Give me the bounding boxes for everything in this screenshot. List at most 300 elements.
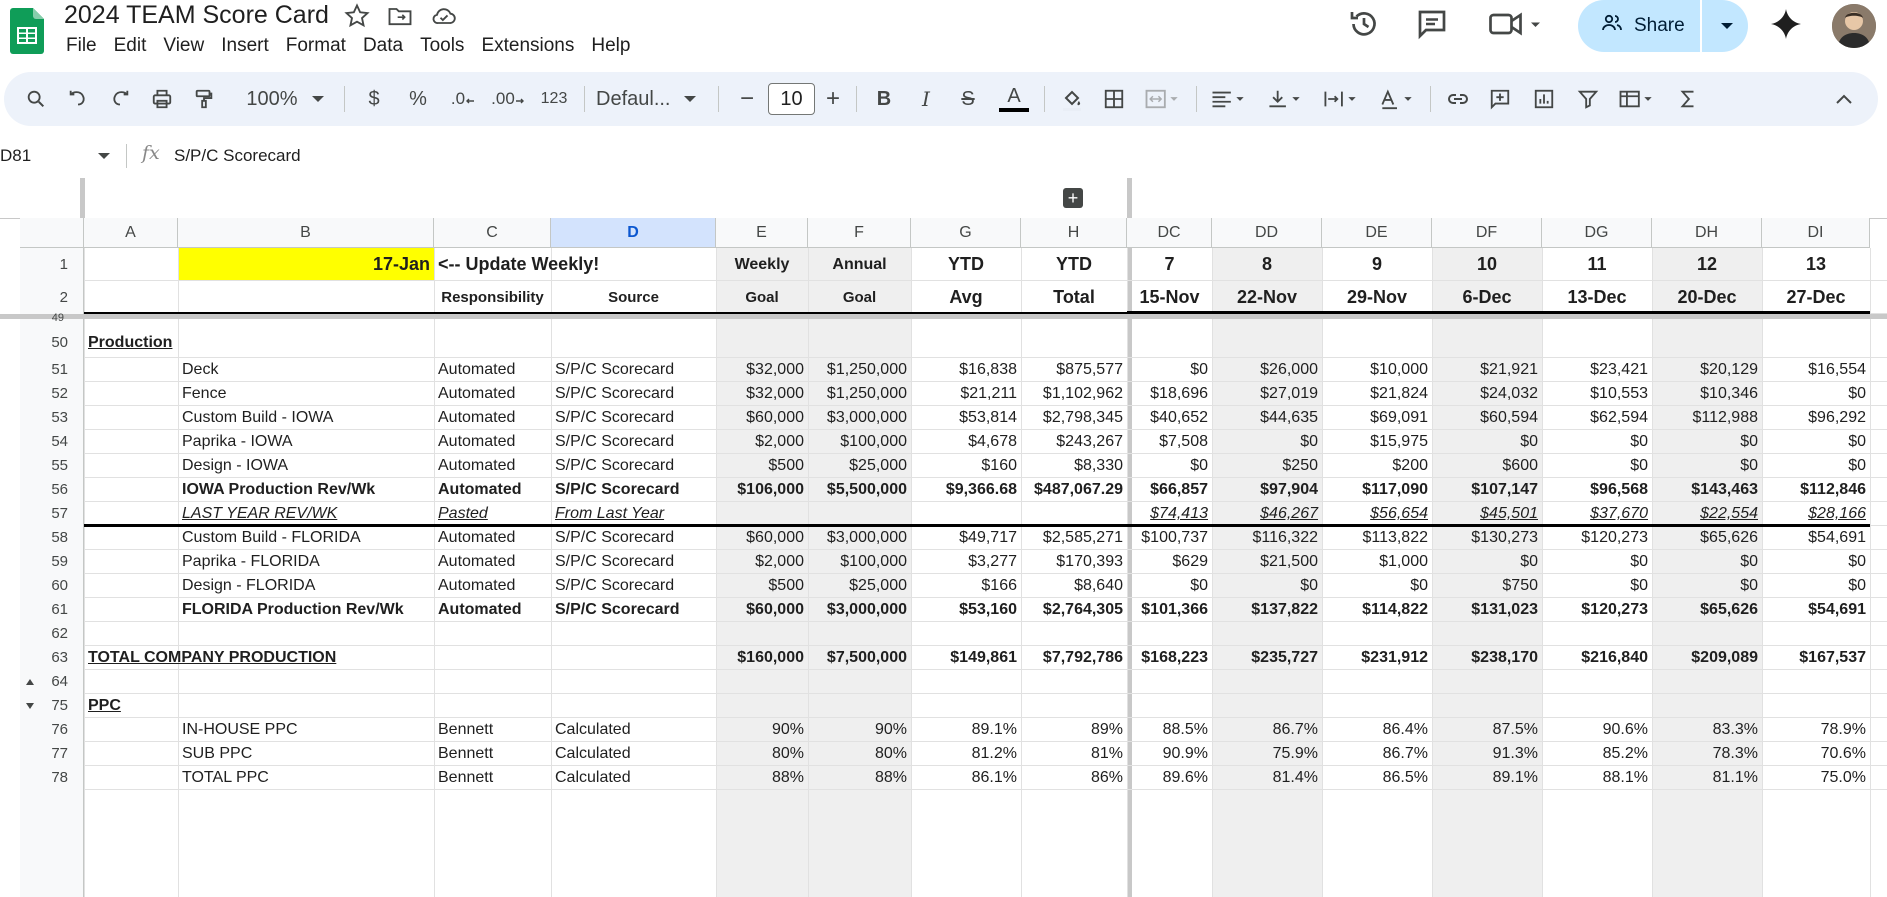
cell-f60: $25,000	[849, 577, 907, 594]
cell-d52: S/P/C Scorecard	[555, 385, 675, 402]
toolbar	[4, 72, 1878, 126]
cell-dd60: $0	[1300, 577, 1318, 594]
spreadsheet-grid[interactable]	[0, 178, 1887, 897]
column-header-dh[interactable]: DH	[1652, 218, 1762, 248]
cell-dd58: $116,322	[1252, 529, 1318, 546]
column-header-d[interactable]: D	[551, 218, 716, 248]
collapse-menu-icon[interactable]	[1826, 72, 1862, 126]
cell-h1: YTD	[1056, 254, 1092, 274]
cell-df77: 91.3%	[1492, 745, 1538, 762]
cell-dg59: $0	[1630, 553, 1648, 570]
cell-f78: 88%	[874, 769, 907, 786]
cell-df58: $130,273	[1471, 529, 1538, 546]
row-number[interactable]: 59	[51, 553, 68, 570]
cell-e52: $32,000	[746, 385, 804, 402]
gemini-sparkle-icon[interactable]	[1768, 6, 1804, 42]
cell-g56: $9,366.68	[945, 481, 1017, 498]
cell-e51: $32,000	[746, 361, 804, 378]
cell-dg63: $216,840	[1581, 649, 1648, 666]
cell-dc2: 15-Nov	[1139, 287, 1200, 307]
cell-di1: 13	[1805, 254, 1827, 274]
cell-dh1: 12	[1696, 254, 1718, 274]
cell-h54: $243,267	[1056, 433, 1123, 450]
cell-b52: Fence	[182, 385, 227, 402]
cell-dd51: $26,000	[1260, 361, 1318, 378]
cell-df57: $45,501	[1480, 505, 1538, 522]
cell-e60: $500	[768, 577, 804, 594]
menu-bar	[66, 32, 647, 60]
cell-b54: Paprika - IOWA	[182, 433, 293, 450]
cell-dh55: $0	[1740, 457, 1758, 474]
cell-dc1: 7	[1164, 254, 1175, 274]
column-header-a[interactable]: A	[84, 218, 178, 248]
cell-d61: S/P/C Scorecard	[555, 601, 680, 618]
cell-df61: $131,023	[1471, 601, 1538, 618]
cell-di53: $96,292	[1808, 409, 1866, 426]
cell-d54: S/P/C Scorecard	[555, 433, 675, 450]
cell-h58: $2,585,271	[1042, 529, 1123, 546]
font-value: Defaul...	[596, 87, 671, 110]
cell-df1: 10	[1476, 254, 1498, 274]
cell-c54: Automated	[438, 433, 516, 450]
move-folder-icon[interactable]	[386, 2, 414, 30]
menu-view[interactable]: View	[163, 35, 205, 56]
name-box[interactable]	[0, 142, 116, 170]
share-dropdown-icon[interactable]	[1708, 0, 1746, 52]
column-header-df[interactable]: DF	[1432, 218, 1542, 248]
cell-dc58: $100,737	[1141, 529, 1208, 546]
cell-g1: YTD	[948, 254, 984, 274]
cell-df60: $750	[1502, 577, 1538, 594]
cell-dc51: $0	[1190, 361, 1208, 378]
cell-di2: 27-Dec	[1786, 287, 1846, 307]
cell-g53: $53,814	[959, 409, 1017, 426]
cell-g60: $166	[981, 577, 1017, 594]
version-history-icon[interactable]	[1346, 6, 1382, 42]
cell-dg77: 85.2%	[1602, 745, 1648, 762]
insert-chart-icon[interactable]	[1526, 72, 1562, 126]
cell-g78: 86.1%	[971, 769, 1017, 786]
row-number[interactable]: 62	[51, 625, 68, 642]
cell-dc63: $168,223	[1141, 649, 1208, 666]
filter-views-icon[interactable]	[1612, 72, 1662, 126]
cell-dh77: 78.3%	[1712, 745, 1758, 762]
cell-de51: $10,000	[1370, 361, 1428, 378]
cell-b1: 17-Jan	[372, 254, 430, 274]
cell-de55: $200	[1392, 457, 1428, 474]
merge-cells-icon[interactable]	[1138, 72, 1188, 126]
text-color-icon[interactable]: A	[994, 72, 1034, 126]
cell-dc53: $40,652	[1150, 409, 1208, 426]
cell-b58: Custom Build - FLORIDA	[182, 529, 361, 546]
cell-f55: $25,000	[849, 457, 907, 474]
title-bar	[0, 0, 1887, 68]
print-icon[interactable]	[144, 72, 180, 126]
select-all-corner[interactable]	[20, 218, 84, 248]
cell-d57: From Last Year	[555, 505, 665, 522]
cell-c60: Automated	[438, 577, 516, 594]
menu-file[interactable]: File	[66, 35, 97, 56]
cell-dg61: $120,273	[1581, 601, 1648, 618]
row-number[interactable]: 1	[59, 256, 68, 273]
decrease-font-size-button[interactable]: −	[739, 85, 754, 112]
cell-f77: 80%	[874, 745, 907, 762]
cell-de63: $231,912	[1361, 649, 1428, 666]
cell-g51: $16,838	[959, 361, 1017, 378]
filter-icon[interactable]	[1570, 72, 1606, 126]
cell-d77: Calculated	[555, 745, 631, 762]
cell-b55: Design - IOWA	[182, 457, 289, 474]
chevron-down-icon	[98, 152, 110, 160]
cell-df51: $21,921	[1480, 361, 1538, 378]
cell-dc61: $101,366	[1141, 601, 1208, 618]
menu-edit[interactable]: Edit	[113, 35, 147, 56]
font-size-input[interactable]: 10	[768, 83, 815, 115]
menu-format[interactable]: Format	[285, 35, 346, 56]
cell-dh54: $0	[1740, 433, 1758, 450]
row-number[interactable]: 76	[51, 721, 68, 738]
cell-dg60: $0	[1630, 577, 1648, 594]
cell-c53: Automated	[438, 409, 516, 426]
cell-dd55: $250	[1282, 457, 1318, 474]
cell-f58: $3,000,000	[826, 529, 907, 546]
cell-b56: IOWA Production Rev/Wk	[182, 481, 376, 498]
cell-g2: Avg	[949, 287, 983, 307]
column-header-de[interactable]: DE	[1322, 218, 1432, 248]
cell-df52: $24,032	[1480, 385, 1538, 402]
column-header-g[interactable]: G	[911, 218, 1021, 248]
row-number[interactable]: 57	[51, 505, 68, 522]
cell-di61: $54,691	[1808, 601, 1866, 618]
cell-dd78: 81.4%	[1272, 769, 1318, 786]
cell-b51: Deck	[182, 361, 219, 378]
cell-di52: $0	[1848, 385, 1866, 402]
cell-dg54: $0	[1630, 433, 1648, 450]
share-button[interactable]	[1578, 0, 1748, 52]
cell-dc78: 89.6%	[1162, 769, 1208, 786]
cell-df54: $0	[1520, 433, 1538, 450]
cell-d53: S/P/C Scorecard	[555, 409, 675, 426]
format-percent-button[interactable]: %	[409, 87, 427, 110]
column-header-h[interactable]: H	[1021, 218, 1127, 248]
horizontal-align-icon[interactable]	[1204, 72, 1254, 126]
vertical-align-icon[interactable]	[1260, 72, 1310, 126]
comments-icon[interactable]	[1414, 6, 1450, 42]
cell-c52: Automated	[438, 385, 516, 402]
cell-g77: 81.2%	[971, 745, 1017, 762]
cell-h60: $8,640	[1074, 577, 1123, 594]
cell-d59: S/P/C Scorecard	[555, 553, 675, 570]
sheets-logo-icon[interactable]	[10, 8, 44, 54]
cell-c77: Bennett	[438, 745, 494, 762]
row-number[interactable]: 53	[51, 409, 68, 426]
cell-g76: 89.1%	[971, 721, 1017, 738]
cell-dh52: $10,346	[1700, 385, 1758, 402]
cell-dc59: $629	[1172, 553, 1208, 570]
column-header-f[interactable]: F	[808, 218, 911, 248]
column-header-dg[interactable]: DG	[1542, 218, 1652, 248]
undo-icon[interactable]	[60, 72, 96, 126]
cell-dd52: $27,019	[1260, 385, 1318, 402]
cell-g54: $4,678	[968, 433, 1017, 450]
cell-de56: $117,090	[1362, 481, 1428, 498]
cell-f56: $5,500,000	[826, 481, 907, 498]
cell-f63: $7,500,000	[826, 649, 907, 666]
zoom-select[interactable]	[240, 72, 330, 126]
cell-b57: LAST YEAR REV/WK	[182, 505, 338, 522]
cell-h76: 89%	[1090, 721, 1123, 738]
cell-e2: Goal	[745, 289, 779, 306]
cell-di59: $0	[1848, 553, 1866, 570]
cell-dg76: 90.6%	[1602, 721, 1648, 738]
italic-icon[interactable]: I	[922, 87, 930, 111]
row-number[interactable]: 75	[51, 697, 68, 714]
cell-dg53: $62,594	[1590, 409, 1648, 426]
cell-di60: $0	[1848, 577, 1866, 594]
star-icon[interactable]	[343, 2, 371, 30]
insert-link-icon[interactable]	[1440, 72, 1476, 126]
column-header-b[interactable]: B	[178, 218, 434, 248]
row-number[interactable]: 64	[51, 673, 68, 690]
menu-tools[interactable]: Tools	[420, 35, 465, 56]
document-title[interactable]: 2024 TEAM Score Card	[64, 1, 329, 29]
meet-icon[interactable]	[1486, 6, 1546, 42]
cell-f53: $3,000,000	[826, 409, 907, 426]
bold-icon[interactable]: B	[876, 87, 892, 110]
redo-icon[interactable]	[102, 72, 138, 126]
cell-a63: TOTAL COMPANY PRODUCTION	[88, 649, 337, 666]
cell-dh2: 20-Dec	[1677, 287, 1737, 307]
cell-d60: S/P/C Scorecard	[555, 577, 675, 594]
cell-d58: S/P/C Scorecard	[555, 529, 675, 546]
cell-di78: 75.0%	[1820, 769, 1866, 786]
cell-dh59: $0	[1740, 553, 1758, 570]
cell-dc60: $0	[1190, 577, 1208, 594]
cell-c59: Automated	[438, 553, 516, 570]
cell-d2: Source	[608, 289, 659, 306]
cell-a50: Production	[88, 334, 173, 351]
menu-insert[interactable]: Insert	[221, 35, 269, 56]
cell-dd63: $235,727	[1251, 649, 1318, 666]
cloud-saved-icon[interactable]	[430, 2, 458, 30]
collapse-group-icon[interactable]	[26, 679, 34, 685]
cell-di76: 78.9%	[1820, 721, 1866, 738]
cell-h52: $1,102,962	[1042, 385, 1123, 402]
row-number[interactable]: 50	[51, 334, 68, 351]
row-number[interactable]: 55	[51, 457, 68, 474]
cell-dh61: $65,626	[1700, 601, 1758, 618]
cell-dh51: $20,129	[1700, 361, 1758, 378]
menu-data[interactable]: Data	[362, 35, 404, 56]
cell-dh63: $209,089	[1691, 649, 1758, 666]
row-number[interactable]: 61	[51, 601, 68, 618]
cell-dc52: $18,696	[1150, 385, 1208, 402]
format-currency-button[interactable]: $	[368, 87, 380, 110]
cell-dd77: 75.9%	[1272, 745, 1318, 762]
add-column-group-icon[interactable]: +	[1063, 188, 1083, 208]
row-number[interactable]: 54	[51, 433, 68, 450]
cell-df2: 6-Dec	[1462, 287, 1512, 307]
cell-h59: $170,393	[1056, 553, 1123, 570]
cell-de1: 9	[1371, 254, 1382, 274]
fill-color-icon[interactable]	[1054, 72, 1090, 126]
font-select[interactable]	[596, 72, 710, 126]
cell-f59: $100,000	[840, 553, 907, 570]
cell-dh58: $65,626	[1700, 529, 1758, 546]
formula-input[interactable]: S/P/C Scorecard	[174, 146, 301, 165]
cell-di57: $28,166	[1808, 505, 1866, 522]
cell-h78: 86%	[1090, 769, 1123, 786]
cell-di63: $167,537	[1799, 649, 1866, 666]
cell-h63: $7,792,786	[1042, 649, 1123, 666]
cell-dh78: 81.1%	[1712, 769, 1758, 786]
borders-icon[interactable]	[1096, 72, 1132, 126]
column-header-e[interactable]: E	[716, 218, 808, 248]
cell-b77: SUB PPC	[182, 745, 253, 762]
cell-e1: Weekly	[734, 256, 790, 273]
expand-group-icon[interactable]	[26, 703, 34, 709]
cell-c76: Bennett	[438, 721, 494, 738]
cell-de60: $0	[1410, 577, 1428, 594]
cell-g59: $3,277	[968, 553, 1017, 570]
fx-icon: fx	[142, 142, 160, 164]
cell-g52: $21,211	[960, 385, 1017, 402]
cell-df78: 89.1%	[1492, 769, 1538, 786]
share-people-icon	[1600, 11, 1624, 41]
zoom-value: 100%	[246, 87, 298, 110]
cell-c2: Responsibility	[441, 289, 544, 306]
text-wrapping-icon[interactable]	[1316, 72, 1366, 126]
increase-font-size-button[interactable]: +	[825, 85, 840, 112]
cell-dh53: $112,988	[1692, 409, 1758, 426]
cell-de54: $15,975	[1370, 433, 1428, 450]
cell-dd56: $97,904	[1260, 481, 1318, 498]
cell-df59: $0	[1520, 553, 1538, 570]
column-header-dd[interactable]: DD	[1212, 218, 1322, 248]
text-rotation-icon[interactable]	[1372, 72, 1422, 126]
cell-dd57: $46,267	[1260, 505, 1318, 522]
cell-dg51: $23,421	[1590, 361, 1648, 378]
cell-de53: $69,091	[1370, 409, 1428, 426]
cell-e59: $2,000	[755, 553, 804, 570]
cell-dd2: 22-Nov	[1236, 287, 1298, 307]
chevron-down-icon	[684, 95, 696, 103]
cell-dd76: 86.7%	[1272, 721, 1318, 738]
cell-dc56: $66,857	[1150, 481, 1208, 498]
cell-dg1: 11	[1587, 254, 1607, 274]
cell-g55: $160	[981, 457, 1017, 474]
cell-dd1: 8	[1261, 254, 1272, 274]
cell-df76: 87.5%	[1492, 721, 1538, 738]
cell-dc54: $7,508	[1159, 433, 1208, 450]
column-header-di[interactable]: DI	[1762, 218, 1870, 248]
search-icon[interactable]	[18, 72, 54, 126]
insert-comment-icon[interactable]	[1482, 72, 1518, 126]
more-formats-button[interactable]: 123	[540, 90, 568, 107]
cell-f61: $3,000,000	[826, 601, 907, 618]
cell-de52: $21,824	[1370, 385, 1428, 402]
cell-di51: $16,554	[1808, 361, 1866, 378]
cell-di56: $112,846	[1800, 481, 1866, 498]
cell-c57: Pasted	[438, 505, 488, 522]
cell-dc55: $0	[1190, 457, 1208, 474]
cell-h55: $8,330	[1074, 457, 1123, 474]
cell-b59: Paprika - FLORIDA	[182, 553, 320, 570]
cell-d55: S/P/C Scorecard	[555, 457, 675, 474]
cell-df56: $107,147	[1471, 481, 1538, 498]
cell-de58: $113,822	[1362, 529, 1428, 546]
cell-de77: 86.7%	[1382, 745, 1428, 762]
cell-de59: $1,000	[1379, 553, 1428, 570]
cell-d51: S/P/C Scorecard	[555, 361, 675, 378]
cell-d78: Calculated	[555, 769, 631, 786]
column-header-c[interactable]: C	[434, 218, 551, 248]
frozen-row-handle[interactable]	[80, 178, 85, 218]
chevron-down-icon	[312, 95, 324, 103]
cell-df63: $238,170	[1471, 649, 1538, 666]
cell-dg56: $96,568	[1590, 481, 1648, 498]
cell-h56: $487,067.29	[1034, 481, 1123, 498]
row-number[interactable]: 78	[51, 769, 68, 786]
row-number[interactable]: 60	[51, 577, 68, 594]
menu-extensions[interactable]: Extensions	[481, 35, 575, 56]
cell-e63: $160,000	[737, 649, 804, 666]
cell-e56: $106,000	[737, 481, 804, 498]
increase-decimal-button[interactable]: .00	[488, 72, 528, 126]
column-gridline	[1870, 248, 1871, 897]
cell-g63: $149,861	[950, 649, 1017, 666]
cell-dc57: $74,413	[1150, 505, 1208, 522]
row-number-partial[interactable]: 49	[51, 312, 64, 324]
cell-h77: 81%	[1090, 745, 1123, 762]
cell-f1: Annual	[832, 256, 887, 273]
row-number[interactable]: 77	[51, 745, 68, 762]
row-number[interactable]: 56	[51, 481, 68, 498]
functions-icon[interactable]	[1670, 72, 1706, 126]
decrease-decimal-button[interactable]: .0	[444, 72, 482, 126]
cell-di55: $0	[1848, 457, 1866, 474]
strikethrough-icon[interactable]: S	[961, 87, 975, 110]
cell-e58: $60,000	[746, 529, 804, 546]
cell-f51: $1,250,000	[826, 361, 907, 378]
cell-df55: $600	[1502, 457, 1538, 474]
menu-help[interactable]: Help	[591, 35, 631, 56]
row-number[interactable]: 52	[51, 385, 68, 402]
cell-c78: Bennett	[438, 769, 494, 786]
cell-di58: $54,691	[1808, 529, 1866, 546]
cell-e55: $500	[768, 457, 804, 474]
cell-e54: $2,000	[755, 433, 804, 450]
cell-h53: $2,798,345	[1042, 409, 1123, 426]
formula-bar	[0, 136, 1887, 176]
user-avatar[interactable]	[1832, 4, 1876, 48]
cell-dg52: $10,553	[1590, 385, 1648, 402]
cell-de61: $114,822	[1362, 601, 1428, 618]
cell-c58: Automated	[438, 529, 516, 546]
cell-b76: IN-HOUSE PPC	[182, 721, 298, 738]
frozen-rows-divider[interactable]	[0, 314, 1887, 319]
share-label: Share	[1634, 15, 1685, 36]
paint-format-icon[interactable]	[186, 72, 222, 126]
cell-di54: $0	[1848, 433, 1866, 450]
row-number[interactable]: 2	[59, 289, 68, 306]
row-number[interactable]: 51	[51, 361, 68, 378]
cell-dh57: $22,554	[1700, 505, 1758, 522]
row-number[interactable]: 58	[51, 529, 68, 546]
row-number[interactable]: 63	[51, 649, 68, 666]
column-header-dc[interactable]: DC	[1127, 218, 1212, 248]
cell-c61: Automated	[438, 601, 522, 618]
